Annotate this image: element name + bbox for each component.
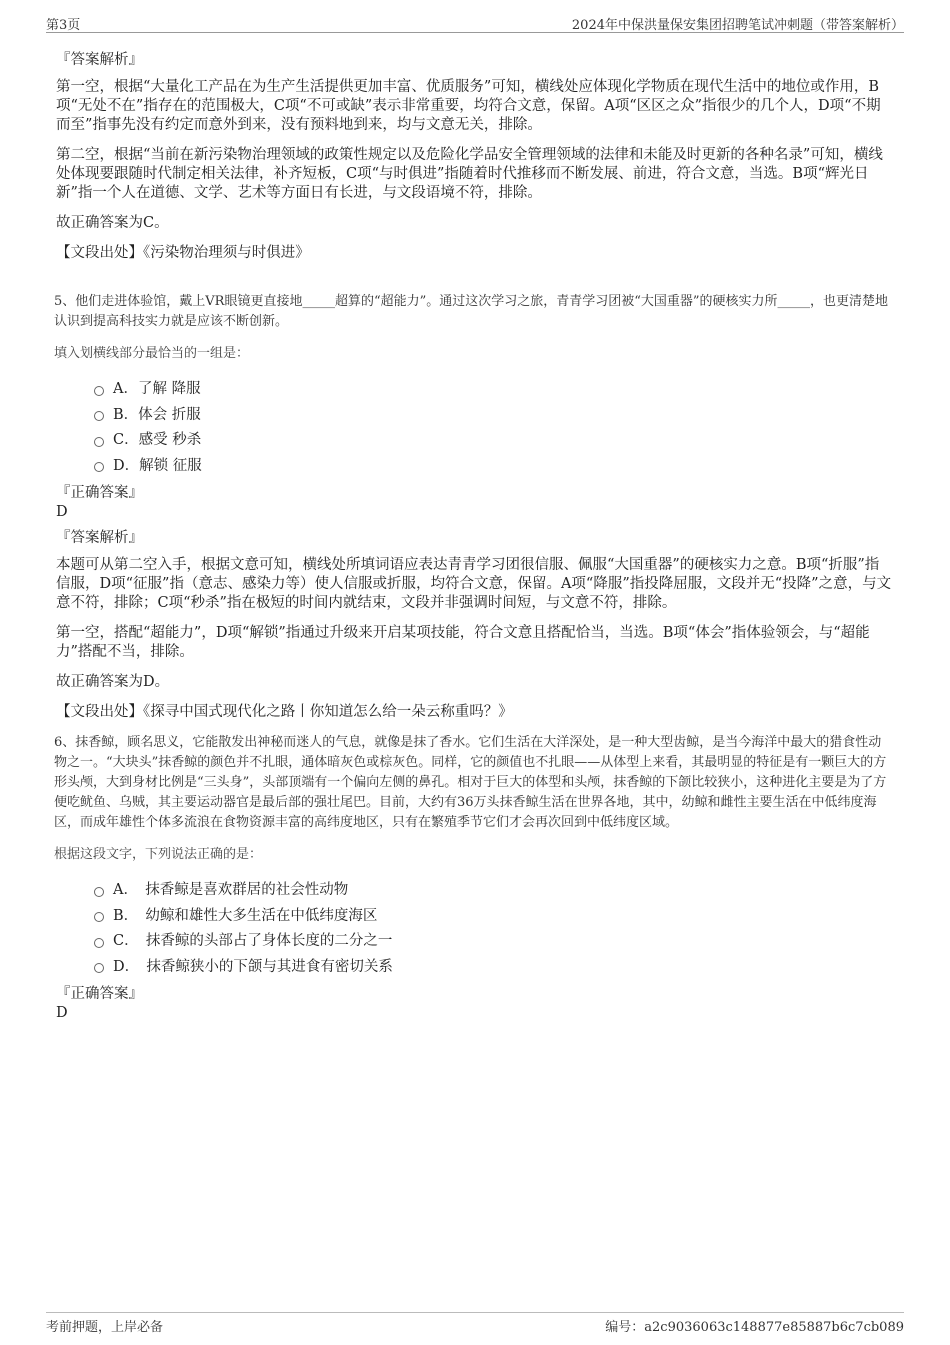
q5-option-d-label: D．解锁 征服 [113,457,202,474]
q5-conclusion: 故正确答案为D。 [56,674,170,690]
document-title: 2024年中保洪量保安集团招聘笔试冲刺题（带答案解析） [571,18,904,33]
q6-answer: D [56,1005,68,1021]
q4-analysis-paragraph-2: 第二空，根据“当前在新污染物治理领域的政策性规定以及危险化学品安全管理领域的法律和未能及时更新的各种名录”可知，横线处体现要跟随时代制定相关法律，补齐短板，C项“与时俱进”指随着时代推移而不断发展、前进，符合文意，当选。B项“辉光日新”指一个人在道德、文学、艺术等方面日有长进，与文段语境不符，排除。 [56,147,883,201]
q4-conclusion: 故正确答案为C。 [56,215,169,231]
q6-option-d[interactable] [94,953,892,979]
q5-analysis-paragraph-1: 本题可从第二空入手，根据文意可知，横线处所填词语应表达青青学习团很信服、佩服“大国重器”的硬核实力之意。B项“折服”指信服，D项“征服”指（意志、感染力等）使人信服或折服，均符合文意，保留。A项“降服”指投降屈服，文段并无“投降”之意，与文意不符，排除；C项“秒杀”指在极短的时间内就结束，文段并非强调时间短，与文意不符，排除。 [56,557,892,611]
document-id: 编号：a2c9036063c148877e85887b6c7cb089 [605,1320,904,1335]
q6-option-b[interactable] [94,902,892,928]
page-header [46,14,904,33]
q5-options [94,375,892,477]
q5-analysis-paragraph-2: 第一空，搭配“超能力”，D项“解锁”指通过升级来开启某项技能，符合文意且搭配恰当，当选。B项“体会”指体验领会，与“超能力”搭配不当，排除。 [56,625,870,660]
radio-icon[interactable] [94,411,104,421]
q5-answer: D [56,504,68,520]
q5-option-d[interactable] [94,452,892,478]
radio-icon[interactable] [94,462,104,472]
q5-prompt: 填入划横线部分最恰当的一组是： [54,346,250,361]
q4-analysis-label: 『答案解析』 [56,52,143,68]
q5-analysis-label: 『答案解析』 [56,530,143,546]
radio-icon[interactable] [94,963,104,973]
q5-option-c-label: C．感受 秒杀 [113,432,202,449]
radio-icon[interactable] [94,912,104,922]
q6-question-text: 6、抹香鲸，顾名思义，它能散发出神秘而迷人的气息，就像是抹了香水。它们生活在大洋深处，是一种大型齿鲸，是当今海洋中最大的猎食性动物之一。“大块头”抹香鲸的颜色并不扎眼，通体暗灰色或棕灰色。同样，它的颜值也不扎眼——从体型上来看，其最明显的特征是有一颗巨大的方形头颅，大到身材比例是“三头身”，头部顶端有一个偏向左侧的鼻孔。相对于巨大的体型和头颅，抹香鲸的下颌比较狭小，这种进化主要是为了方便吃鱿鱼、乌贼，其主要运动器官是最后部的强壮尾巴。目前，大约有36万头抹香鲸生活在世界各地，其中，幼鲸和雌性主要生活在中低纬度海区，而成年雄性个体多流浪在食物资源丰富的高纬度地区，只有在繁殖季节它们才会再次回到中低纬度区域。 [54,735,887,830]
page-content [56,44,892,1027]
radio-icon[interactable] [94,386,104,396]
q5-option-b[interactable] [94,401,892,427]
radio-icon[interactable] [94,938,104,948]
q5-option-c[interactable] [94,426,892,452]
q5-question-text: 5、他们走进体验馆，戴上VR眼镜更直接地_____超算的“超能力”。通过这次学习之旅，青青学习团被“大国重器”的硬核实力所_____，也更清楚地认识到提高科技实力就是应该不断创新。 [54,294,889,329]
q6-option-a-label: A． 抹香鲸是喜欢群居的社会性动物 [113,882,349,899]
q6-option-a[interactable] [94,876,892,902]
q5-option-a-label: A．了解 降服 [113,381,201,398]
footer-slogan: 考前押题，上岸必备 [46,1320,164,1335]
q4-source: 【文段出处】《污染物治理须与时俱进》 [56,245,310,261]
radio-icon[interactable] [94,437,104,447]
q5-option-a[interactable] [94,375,892,401]
q5-source: 【文段出处】《探寻中国式现代化之路丨你知道怎么给一朵云称重吗？》 [56,704,513,720]
q4-analysis-paragraph-1: 第一空，根据“大量化工产品在为生产生活提供更加丰富、优质服务”可知，横线处应体现化学物质在现代生活中的地位或作用，B项“无处不在”指存在的范围极大，C项“不可或缺”表示非常重要，均符合文意，保留。A项“区区之众”指很少的几个人，D项“不期而至”指事先没有约定而意外到来，没有预料地到来，均与文意无关，排除。 [56,79,881,133]
page-footer [46,1312,904,1333]
radio-icon[interactable] [94,887,104,897]
q6-answer-label: 『正确答案』 [56,986,143,1002]
q6-options [94,876,892,978]
q6-option-c-label: C． 抹香鲸的头部占了身体长度的二分之一 [113,933,393,950]
page-number: 第3页 [46,18,81,33]
q6-option-d-label: D． 抹香鲸狭小的下颌与其进食有密切关系 [113,958,393,975]
q6-option-b-label: B． 幼鲸和雄性大多生活在中低纬度海区 [113,907,378,924]
q5-answer-label: 『正确答案』 [56,485,143,501]
q5-option-b-label: B．体会 折服 [113,406,201,423]
q6-option-c[interactable] [94,927,892,953]
q6-prompt: 根据这段文字，下列说法正确的是： [54,847,263,862]
